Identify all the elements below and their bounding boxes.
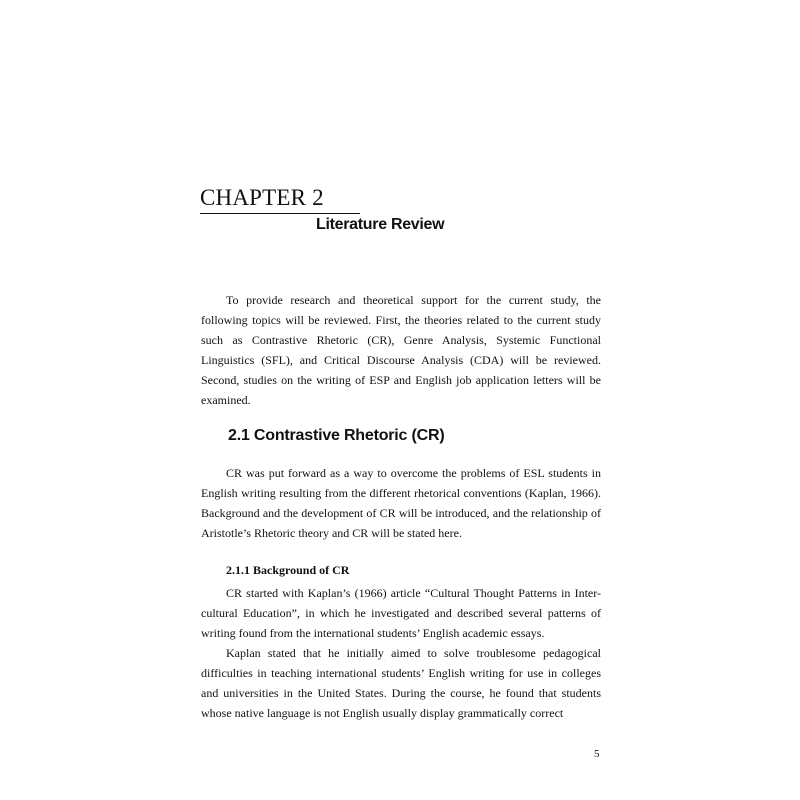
subsection-paragraph-2: Kaplan stated that he initially aimed to solve troublesome pedagogical difficulties in teaching international students’ English writing for use in colleges and universities in the United States. During the course, he found that students whose native language is not English usually display grammatically correct — [201, 646, 601, 720]
section-heading: 2.1 Contrastive Rhetoric (CR) — [228, 427, 445, 444]
chapter-title: Literature Review — [316, 216, 445, 233]
chapter-label: CHAPTER 2 — [200, 184, 360, 214]
intro-section — [201, 290, 601, 410]
subsection-paragraph-1: CR started with Kaplan’s (1966) article “Cultural Thought Patterns in Inter-cultural Education”, in which he investigated and described several patterns of writing found from the international students’ English academic essays. — [201, 586, 601, 640]
subsection-heading: 2.1.1 Background of CR — [226, 563, 350, 577]
intro-paragraph: To provide research and theoretical support for the current study, the following topics will be reviewed. First, the theories related to the current study such as Contrastive Rhetoric (CR), Genre Analysis, Systemic Functional Linguistics (SFL), and Critical Discourse Analysis (CDA) will be reviewed. Second, studies on the writing of ESP and English job application letters will be examined. — [201, 293, 601, 407]
section-paragraph: CR was put forward as a way to overcome the problems of ESL students in English writing resulting from the different rhetorical conventions (Kaplan, 1966). Background and the development of CR will be introduced, and the relationship of Aristotle’s Rhetoric theory and CR will be stated here. — [201, 466, 601, 540]
page-number: 5 — [594, 748, 600, 760]
chapter-header — [200, 184, 450, 233]
subsection-body — [201, 583, 601, 723]
section-body — [201, 463, 601, 543]
